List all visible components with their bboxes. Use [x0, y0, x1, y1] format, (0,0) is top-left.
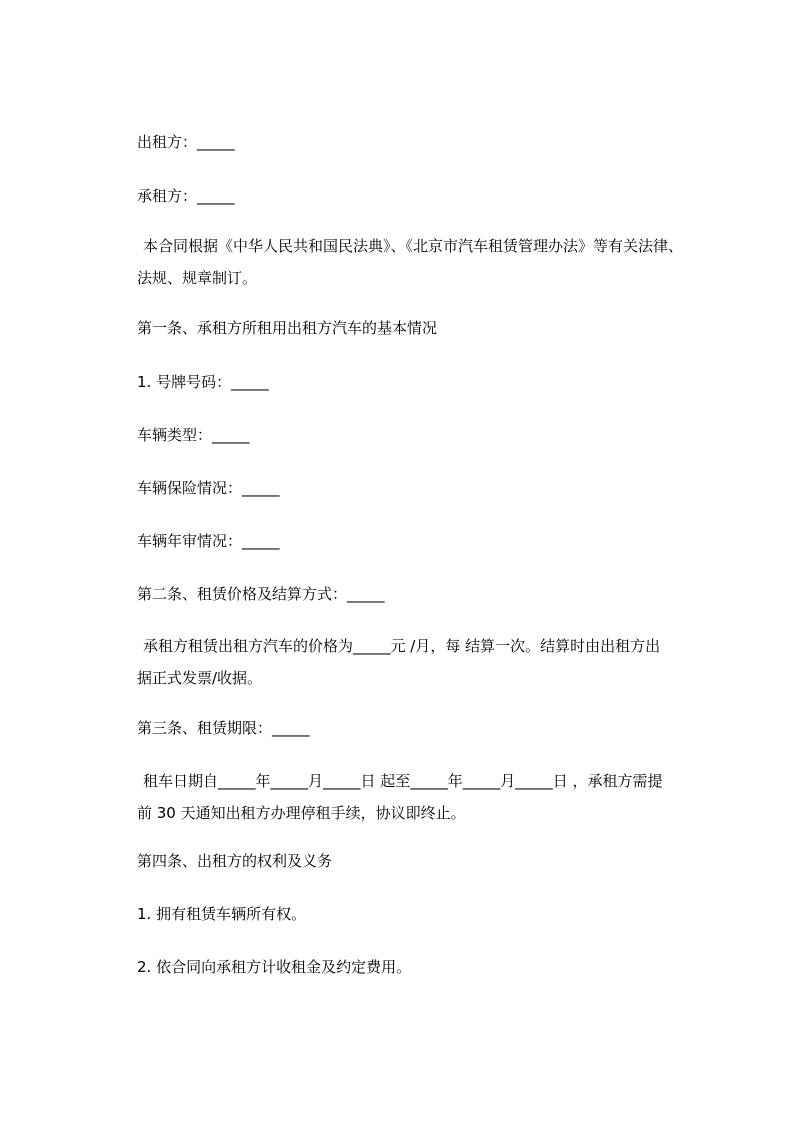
basis-line-1: 本合同根据《中华人民共和国民法典》、《北京市汽车租赁管理办法》等有关法律、 — [143, 237, 684, 255]
term-line-2: 前 30 天通知出租方办理停租手续，协议即终止。 — [137, 804, 466, 822]
right-2-line: 2. 依合同向承租方计收租金及约定费用。 — [137, 958, 412, 976]
vehicle-type-line: 车辆类型：_____ — [137, 426, 250, 444]
lessor-line: 出租方：_____ — [137, 133, 235, 151]
basis-paragraph — [137, 230, 707, 294]
right-1-line: 1. 拥有租赁车辆所有权。 — [137, 905, 307, 923]
article4-title: 第四条、出租方的权利及义务 — [137, 852, 333, 870]
term-paragraph — [137, 765, 707, 829]
article3-title: 第三条、租赁期限：_____ — [137, 719, 310, 737]
insurance-line: 车辆保险情况：_____ — [137, 479, 280, 497]
price-line-1: 承租方租赁出租方汽车的价格为_____元 /月，每 结算一次。结算时由出租方出 — [143, 637, 661, 655]
inspection-line: 车辆年审情况：_____ — [137, 532, 280, 550]
price-paragraph — [137, 630, 707, 694]
price-line-2: 据正式发票/收据。 — [137, 669, 263, 687]
lessee-line: 承租方：_____ — [137, 187, 235, 205]
basis-line-2: 法规、规章制订。 — [137, 269, 258, 287]
term-line-1: 租车日期自_____年_____月_____日 起至_____年_____月_____日 ，承租方需提 — [143, 772, 663, 790]
plate-number-line: 1. 号牌号码：_____ — [137, 373, 269, 391]
article2-title: 第二条、租赁价格及结算方式：_____ — [137, 585, 385, 603]
article1-title: 第一条、承租方所租用出租方汽车的基本情况 — [137, 319, 438, 337]
